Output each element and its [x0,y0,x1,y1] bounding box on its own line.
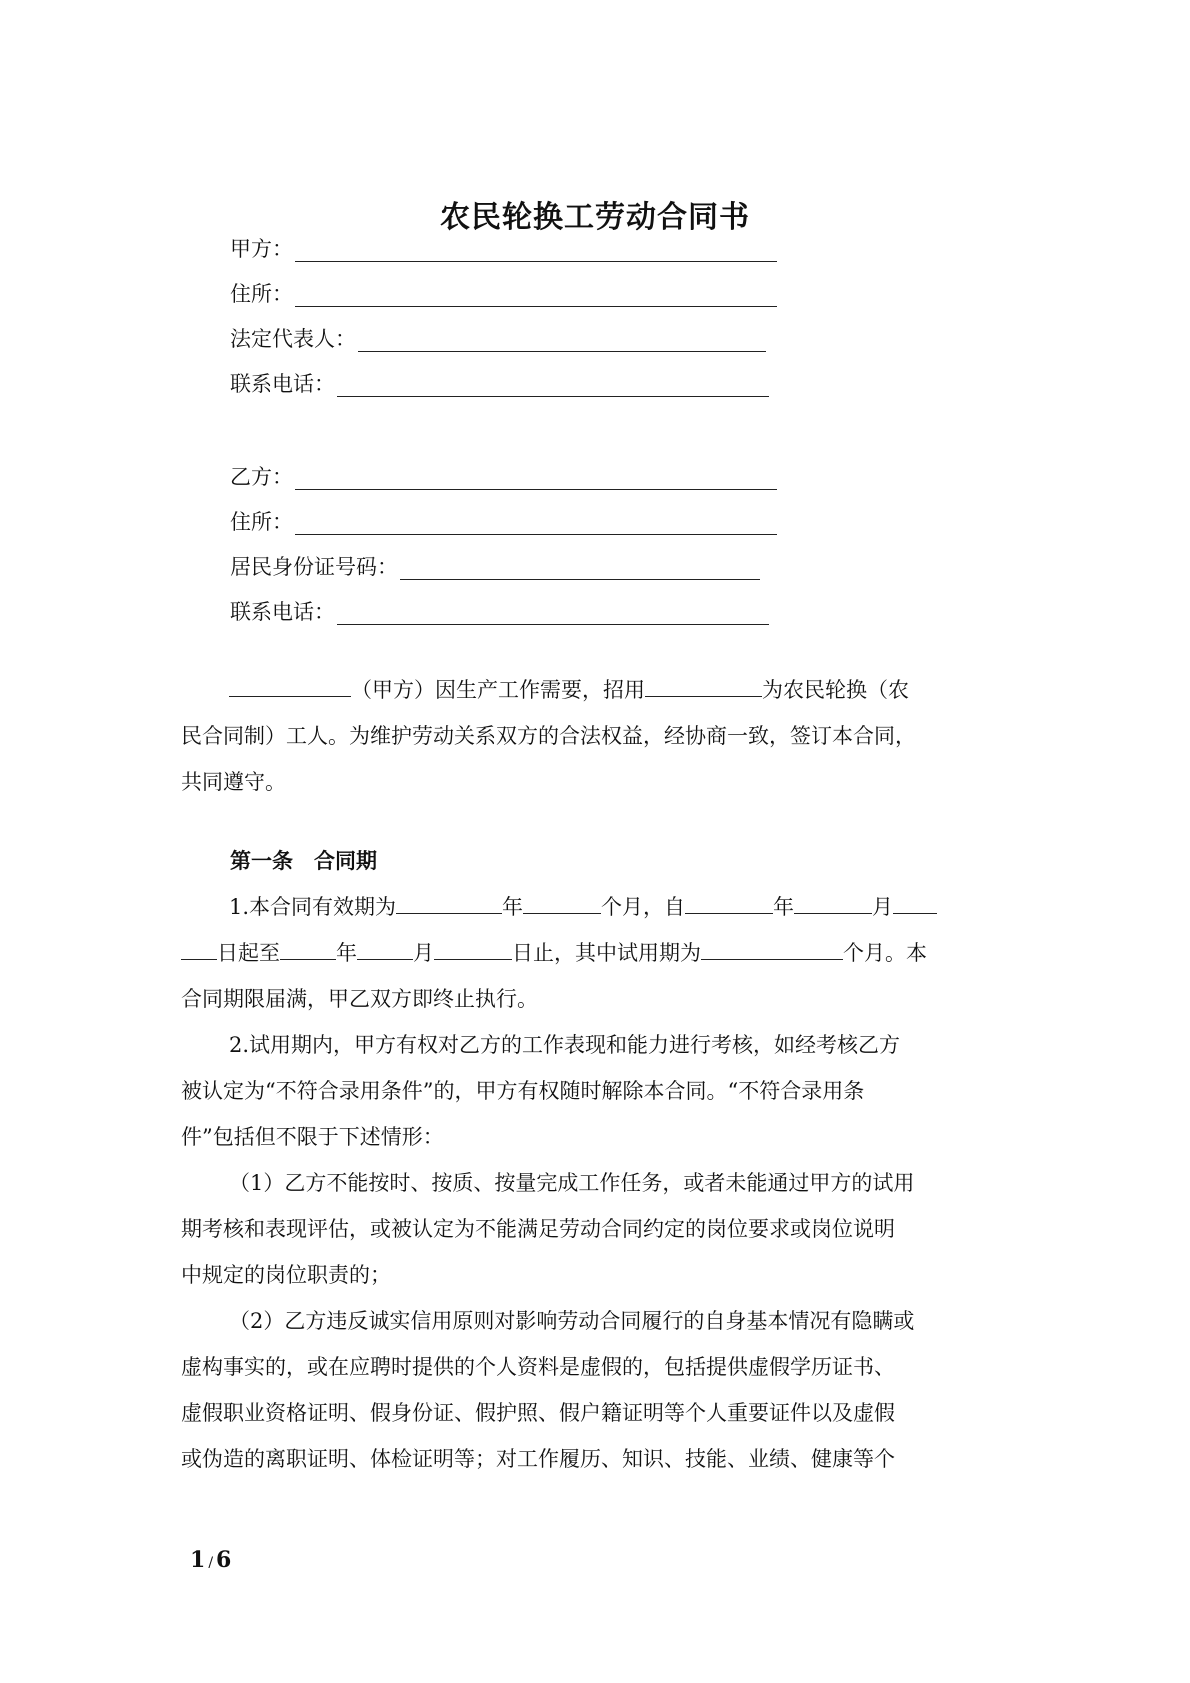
party-b-name-label: 乙方： [230,465,293,489]
party-b-address-blank[interactable] [295,510,777,535]
term-text-e: 月 [872,895,894,919]
worker-blank[interactable] [645,674,762,697]
party-a-name-blank[interactable] [295,237,777,262]
term-text-d: 年 [773,895,795,919]
party-b-id-field [230,550,760,584]
end-day-blank[interactable] [434,937,512,960]
party-b-name-blank[interactable] [295,465,777,490]
party-a-rep-field [230,322,766,356]
intro-text-b: 为农民轮换（农 [762,678,909,702]
start-month-blank[interactable] [794,891,872,914]
current-page: 1 [190,1547,206,1573]
item-2-line-4: 或伪造的离职证明、体检证明等；对工作履历、知识、技能、业绩、健康等个 [181,1447,895,1471]
article-1-p1-line-3: 合同期限届满，甲乙双方即终止执行。 [181,987,538,1011]
article-1-p2-line-3: 件”包括但不限于下述情形： [181,1125,444,1149]
party-a-rep-blank[interactable] [358,327,766,352]
intro-line-3: 共同遵守。 [181,770,286,794]
term-text-h: 月 [413,941,434,965]
article-1-p2-line-2: 被认定为“不符合录用条件”的，甲方有权随时解除本合同。“不符合录用条 [181,1079,865,1103]
term-text-g: 年 [336,941,357,965]
party-b-address-label: 住所： [230,510,293,534]
page-number [190,1547,231,1573]
term-months-blank[interactable] [523,891,601,914]
party-a-phone-field [230,367,769,401]
term-text-i: 日止，其中试用期为 [512,941,701,965]
party-b-phone-field [230,595,769,629]
start-day-blank-part1[interactable] [893,891,937,914]
intro-line-2: 民合同制）工人。为维护劳动关系双方的合法权益，经协商一致，签订本合同， [181,724,916,748]
item-1-line-3: 中规定的岗位职责的； [181,1263,391,1287]
item-2-line-3: 虚假职业资格证明、假身份证、假护照、假户籍证明等个人重要证件以及虚假 [181,1401,895,1425]
party-a-name-field [230,232,777,266]
end-year-blank[interactable] [280,937,336,960]
item-1-line-2: 期考核和表现评估，或被认定为不能满足劳动合同约定的岗位要求或岗位说明 [181,1217,895,1241]
party-a-address-blank[interactable] [295,282,777,307]
party-b-name-field [230,460,777,494]
term-text-b: 年 [502,895,524,919]
party-b-address-field [230,505,777,539]
party-a-rep-label: 法定代表人： [230,327,356,351]
term-text-c: 个月，自 [601,895,686,919]
party-a-name-label: 甲方： [230,237,293,261]
page-separator: / [208,1555,214,1571]
start-year-blank[interactable] [685,891,773,914]
term-text-a: 1.本合同有效期为 [229,895,397,919]
party-b-phone-label: 联系电话： [230,600,335,624]
total-pages: 6 [216,1547,232,1573]
item-1-line-1: （1）乙方不能按时、按质、按量完成工作任务，或者未能通过甲方的试用 [229,1171,915,1195]
article-1-p2-line-1: 2.试用期内，甲方有权对乙方的工作表现和能力进行考核，如经考核乙方 [229,1033,901,1057]
item-2-line-2: 虚构事实的，或在应聘时提供的个人资料是虚假的，包括提供虚假学历证书、 [181,1355,895,1379]
party-b-id-blank[interactable] [400,555,760,580]
employer-blank[interactable] [229,674,351,697]
intro-text-a: （甲方）因生产工作需要，招用 [351,678,645,702]
party-a-address-label: 住所： [230,282,293,306]
start-day-blank-part2[interactable] [181,937,217,960]
party-b-phone-blank[interactable] [337,600,769,625]
party-a-phone-blank[interactable] [337,372,769,397]
term-years-blank[interactable] [396,891,502,914]
party-a-phone-label: 联系电话： [230,372,335,396]
item-2-line-1: （2）乙方违反诚实信用原则对影响劳动合同履行的自身基本情况有隐瞒或 [229,1309,915,1333]
party-b-id-label: 居民身份证号码： [230,555,398,579]
article-1-p1-line-1 [181,884,1011,930]
intro-line-1 [181,667,1011,713]
term-text-f: 日起至 [217,941,280,965]
article-1-heading: 第一条 合同期 [230,848,377,873]
party-a-address-field [230,277,777,311]
probation-blank[interactable] [701,937,843,960]
article-1-p1-line-2 [181,930,1011,976]
end-month-blank[interactable] [357,937,413,960]
document-title: 农民轮换工劳动合同书 [440,200,750,235]
term-text-j: 个月。本 [843,941,927,965]
